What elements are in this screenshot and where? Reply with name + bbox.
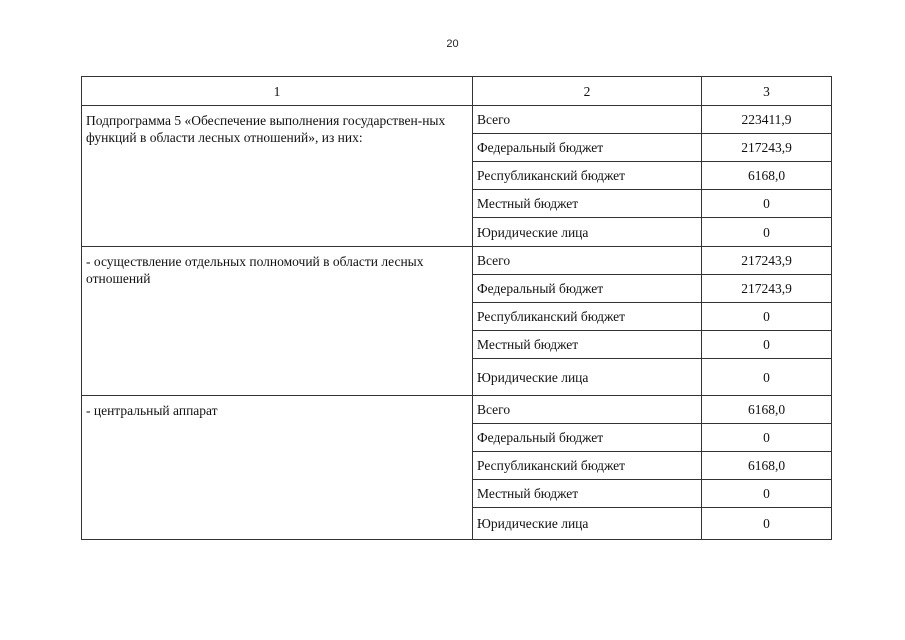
amount-cell: 217243,9: [702, 247, 832, 275]
program-name-cell: - центральный аппарат: [82, 396, 473, 540]
table-header: [82, 77, 832, 106]
table-row: [82, 247, 832, 275]
funding-source-cell: Федеральный бюджет: [473, 275, 702, 303]
header-row: [82, 77, 832, 106]
amount-cell: 0: [702, 359, 832, 396]
funding-source-cell: Федеральный бюджет: [473, 424, 702, 452]
funding-source-cell: Республиканский бюджет: [473, 452, 702, 480]
table-group-central-apparatus: [82, 396, 832, 540]
amount-cell: 6168,0: [702, 452, 832, 480]
funding-source-cell: Местный бюджет: [473, 190, 702, 218]
amount-cell: 223411,9: [702, 106, 832, 134]
column-header-1: 1: [82, 77, 473, 106]
funding-source-cell: Всего: [473, 106, 702, 134]
table-group-forest-powers: [82, 247, 832, 396]
program-name-cell: Подпрограмма 5 «Обеспечение выполнения государствен-ных функций в области лесных отношений», из них:: [82, 106, 473, 247]
funding-source-cell: Юридические лица: [473, 218, 702, 247]
amount-cell: 0: [702, 303, 832, 331]
amount-cell: 217243,9: [702, 134, 832, 162]
funding-source-cell: Местный бюджет: [473, 480, 702, 508]
amount-cell: 6168,0: [702, 162, 832, 190]
amount-cell: 0: [702, 331, 832, 359]
amount-cell: 0: [702, 508, 832, 540]
funding-source-cell: Местный бюджет: [473, 331, 702, 359]
funding-source-cell: Юридические лица: [473, 508, 702, 540]
page-number: 20: [446, 38, 459, 50]
amount-cell: 0: [702, 424, 832, 452]
column-header-2: 2: [473, 77, 702, 106]
amount-cell: 0: [702, 190, 832, 218]
table-row: [82, 396, 832, 424]
funding-source-cell: Республиканский бюджет: [473, 303, 702, 331]
amount-cell: 0: [702, 218, 832, 247]
amount-cell: 217243,9: [702, 275, 832, 303]
funding-source-cell: Федеральный бюджет: [473, 134, 702, 162]
funding-source-cell: Всего: [473, 247, 702, 275]
funding-source-cell: Республиканский бюджет: [473, 162, 702, 190]
column-header-3: 3: [702, 77, 832, 106]
table-row: [82, 106, 832, 134]
amount-cell: 0: [702, 480, 832, 508]
budget-table: [81, 76, 832, 540]
funding-source-cell: Всего: [473, 396, 702, 424]
table-group-subprogram-5: [82, 106, 832, 247]
amount-cell: 6168,0: [702, 396, 832, 424]
program-name-cell: - осуществление отдельных полномочий в области лесных отношений: [82, 247, 473, 396]
funding-source-cell: Юридические лица: [473, 359, 702, 396]
